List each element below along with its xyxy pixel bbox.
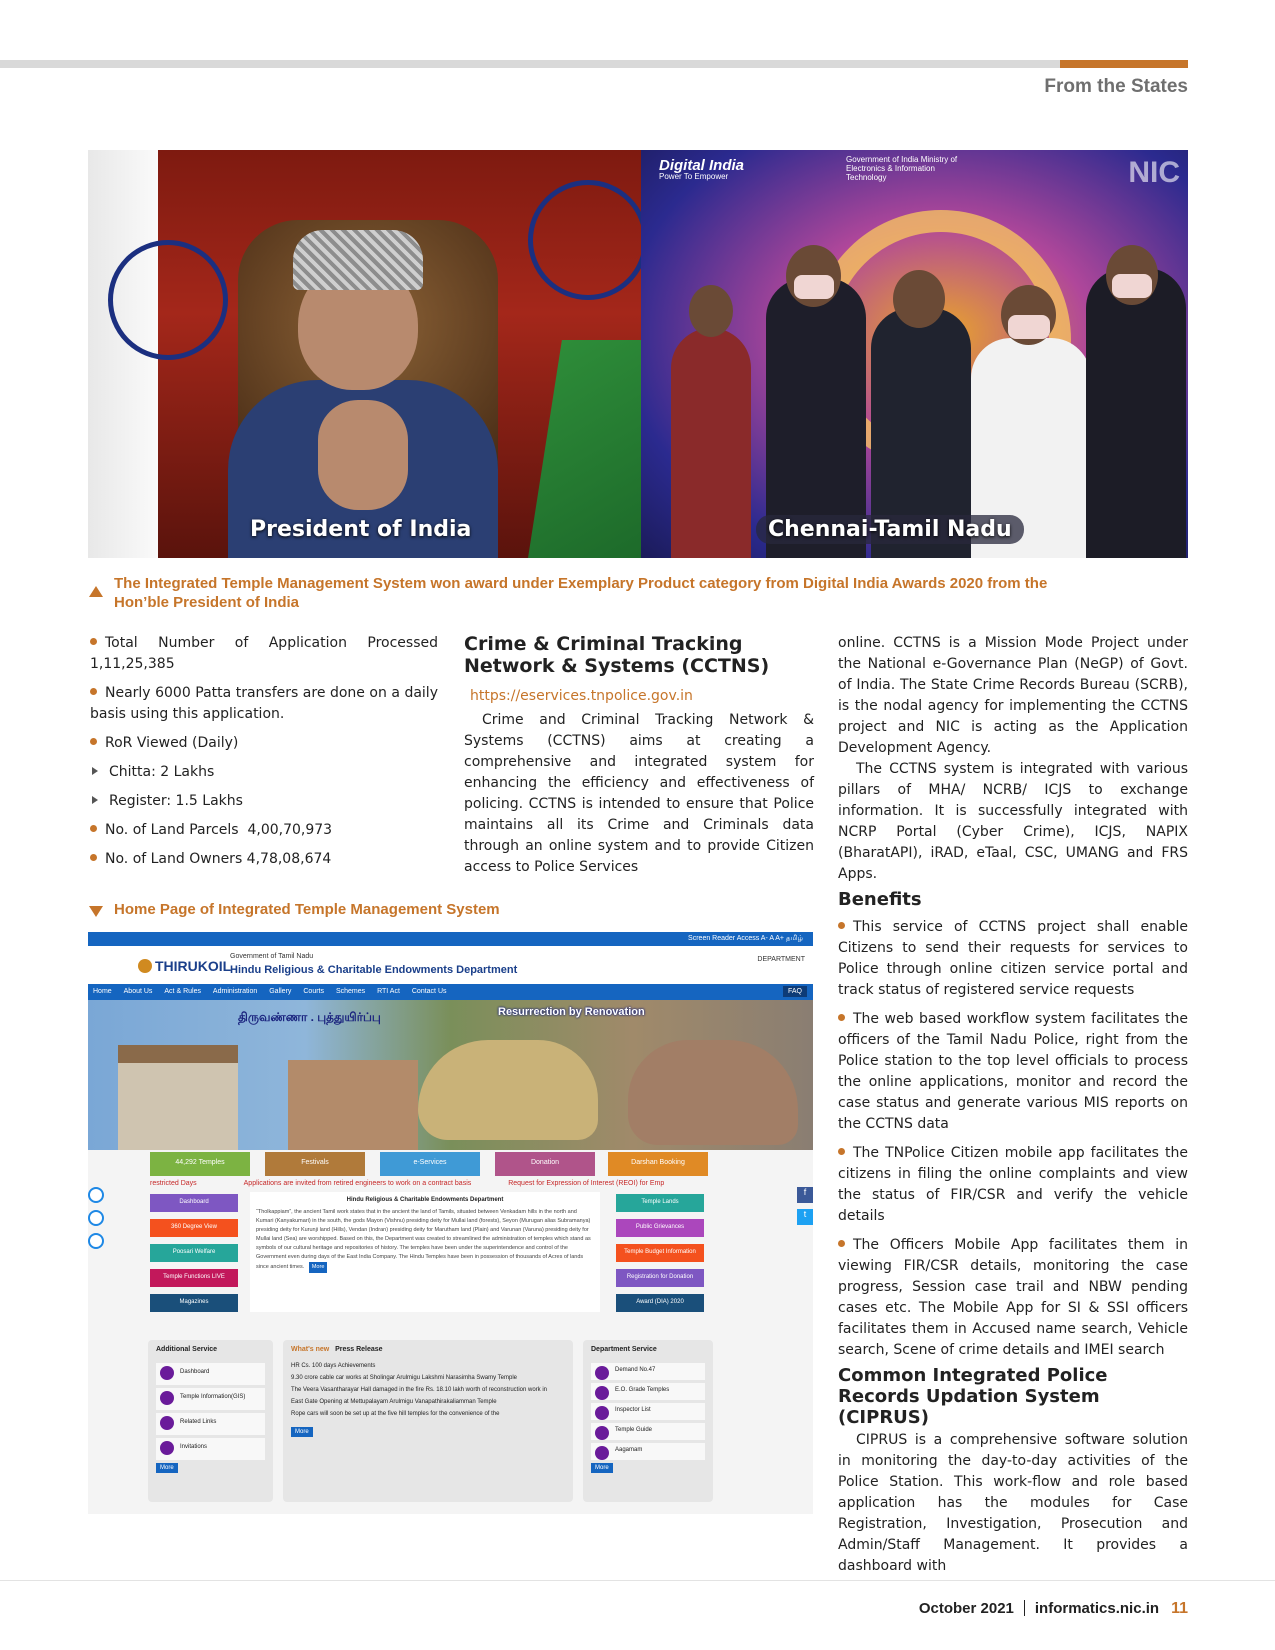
- banner-temple: [118, 1045, 238, 1150]
- paragraph: online. CCTNS is a Mission Mode Project under the National e-Governance Plan (NeGP) of Govt. of India. The State Crime Records Bureau (SCRB), is the nodal agency for implementing the CCTNS project and NIC is acting as the Application Development Agency.: [838, 635, 1188, 756]
- site-intro: [250, 1192, 600, 1312]
- footer-rule: [0, 1580, 1275, 1581]
- panel-more: More: [591, 1463, 613, 1473]
- ticker-text: restricted Days: [150, 1180, 197, 1187]
- panel-item: Invitations: [156, 1438, 265, 1460]
- site-panel-additional: [148, 1340, 273, 1502]
- list-item: Nearly 6000 Patta transfers are done on a daily basis using this application.: [90, 685, 438, 722]
- caption-marker-icon: [89, 906, 103, 917]
- site-header: [88, 946, 813, 984]
- site-dept: Government of Tamil Nadu Hindu Religious & Charitable Endowments Department: [230, 953, 518, 976]
- footer-date: October 2021: [918, 1600, 1014, 1617]
- panel-item: Demand No.47: [591, 1363, 705, 1380]
- banner-title: Resurrection by Renovation: [498, 1006, 645, 1018]
- bullet-icon: [838, 1240, 845, 1247]
- bullet-icon: [838, 1014, 845, 1021]
- site-intro-title: Hindu Religious & Charitable Endowments Department: [346, 1197, 504, 1203]
- site-logo: THIRUKOIL: [138, 958, 231, 974]
- panel-tab: What's new: [291, 1346, 330, 1353]
- banner-elephant-sculpture: [418, 1040, 598, 1140]
- site-banner: [88, 1000, 813, 1150]
- sub-list-item: Chitta: 2 Lakhs: [90, 762, 438, 783]
- column-2: [464, 633, 814, 878]
- site-side-button: Temple Lands: [616, 1194, 704, 1212]
- nav-item: Home: [93, 988, 112, 995]
- chakra-right: [528, 180, 648, 300]
- bullet-icon: [90, 854, 97, 861]
- president-cap: [293, 230, 423, 290]
- chakra-left: [108, 240, 228, 360]
- footer-separator: [1024, 1600, 1025, 1616]
- nav-item: Contact Us: [411, 988, 447, 995]
- nav-item: Administration: [212, 988, 258, 995]
- benefits-heading: Benefits: [838, 889, 922, 910]
- site-body: [88, 1180, 813, 1320]
- bullet-icon: [90, 738, 97, 745]
- panel-more: More: [291, 1427, 313, 1437]
- ticker-text: Request for Expression of Interest (REOI) for Emp: [508, 1180, 665, 1187]
- site-dept-badge: DEPARTMENT: [757, 956, 805, 963]
- site-side-button: Temple Budget Information: [616, 1244, 704, 1262]
- person-head: [893, 270, 945, 328]
- mask: [1008, 315, 1050, 339]
- banner-elephant-sculpture: [628, 1040, 798, 1145]
- list-item: RoR Viewed (Daily): [90, 733, 438, 754]
- bullet-icon: [90, 825, 97, 832]
- list-item: No. of Land Owners 4,78,08,674: [90, 849, 438, 870]
- award-photo: [88, 150, 1188, 558]
- page-number: 11: [1171, 1600, 1188, 1617]
- bullet-icon: [90, 638, 97, 645]
- nic-logo: NIC: [1128, 156, 1180, 189]
- news-item: Rope cars will soon be set up at the five hill temples for the convenience of the: [291, 1411, 500, 1417]
- site-side-button: Award (DIA) 2020: [616, 1294, 704, 1312]
- goi-logo: Government of India Ministry of Electronics & Information Technology: [846, 155, 958, 182]
- news-item: HR Cs. 100 days Achievements: [291, 1363, 376, 1369]
- site-ticker: [150, 1180, 710, 1187]
- nav-item: Schemes: [335, 988, 366, 995]
- site-more-link: More: [309, 1262, 328, 1273]
- list-item: No. of Land Parcels 4,00,70,973: [90, 820, 438, 841]
- panel-item: Temple Information(GIS): [156, 1388, 265, 1410]
- site-tile: Darshan Booking: [608, 1152, 708, 1176]
- news-item: East Gate Opening at Mettupalayam Arulmigu Vanapathirakaliamman Temple: [291, 1399, 497, 1405]
- panel-item: E.O. Grade Temples: [591, 1383, 705, 1400]
- site-accessibility-bar: Screen Reader Access A- A A+ தமிழ்: [688, 935, 803, 942]
- footer-site: informatics.nic.in: [1034, 1600, 1160, 1617]
- list-item: This service of CCTNS project shall enable Citizens to send their requests for services to Police through online citizen service portal and track status of registered service requests: [838, 919, 1188, 998]
- nav-item: Act & Rules: [164, 988, 201, 995]
- site-tiles: [150, 1152, 730, 1176]
- panel-tabs: [291, 1346, 565, 1353]
- sub-list-item: Register: 1.5 Lakhs: [90, 791, 438, 812]
- top-rule: [0, 60, 1060, 68]
- column-3: [838, 633, 1188, 1577]
- site-tile: 44,292 Temples: [150, 1152, 250, 1176]
- site-side-button: Temple Functions LIVE: [150, 1269, 238, 1287]
- nav-faq: FAQ: [783, 986, 807, 997]
- person-head: [689, 285, 733, 337]
- panel-item: Inspector List: [591, 1403, 705, 1420]
- arrow-icon: [92, 767, 98, 775]
- site-panels: [148, 1340, 713, 1502]
- site-caption: Home Page of Integrated Temple Management System: [114, 901, 500, 918]
- site-tile: Donation: [495, 1152, 595, 1176]
- panel-title: Additional Service: [156, 1346, 218, 1353]
- photo-right-panel: [641, 150, 1188, 558]
- panel-tab: Press Release: [335, 1346, 383, 1353]
- photo-left-panel: [88, 150, 641, 558]
- site-side-button: Dashboard: [150, 1194, 238, 1212]
- panel-item: Temple Guide: [591, 1423, 705, 1440]
- person-figure: [1086, 268, 1186, 558]
- site-top-strip: [88, 932, 813, 946]
- site-panel-news: [283, 1340, 573, 1502]
- site-side-button: Poosari Welfare: [150, 1244, 238, 1262]
- temple-site-screenshot: [88, 932, 813, 1514]
- panel-item: Related Links: [156, 1413, 265, 1435]
- list-item: The web based workflow system facilitates the officers of the Tamil Nadu Police, right from the Police station to the top level officials to process the online applications, monitor and record the case status and generate various MIS reports on the CCTNS data: [838, 1011, 1188, 1132]
- cctns-url[interactable]: https://eservices.tnpolice.gov.in: [470, 688, 693, 704]
- list-item: The Officers Mobile App facilitates them in viewing FIR/CSR details, monitoring the case progress, Session case trail and NBW pending cases etc. The Mobile App for SI & SSI officers facilitates them in Accused name search, Vehicle search, Scene of crime details and IMEI search: [838, 1237, 1188, 1358]
- president-hands: [318, 400, 408, 510]
- section-label: From the States: [1044, 76, 1188, 97]
- bullet-icon: [838, 922, 845, 929]
- ciprus-heading: Common Integrated Police Records Updation System (CIPRUS): [838, 1365, 1108, 1428]
- arrow-icon: [92, 796, 98, 804]
- cctns-paragraph: Crime and Criminal Tracking Network & Systems (CCTNS) aims at creating a comprehensive and integrated system for enhancing the efficiency and effectiveness of policing. CCTNS is intended to ensure that Police maintains all its Crime and Criminals data through an online system and to provide Citizen access to Police Services: [464, 712, 814, 875]
- panel-item: Aagamam: [591, 1443, 705, 1460]
- site-intro-text: “Tholkappiam”, the ancient Tamil work states that in the ancient the land of Tamils, situated between Venkadam hills in the north and Kumari (Kanyakumari) in the south, the gods Mayon (Vishnu) presiding deity for Mullai land (forests), Seyon (Murugan alias Subramanya) presiding deity for Kurunji land (Hills), Vendan (Indran) presiding deity for Marutham land (Plain) and Varunan (Varuna) presiding deity for Mullai land (Sea) are worshipped. Based on this, the Department was created to streamlined the administration of temples which stand as symbols of our cultural heritage and repositories of history. The temples have been under the superintendence and control of the Government even during days of the East India Company. The Hindu Temples have been in possession of thousands of Acres of lands since ancient times.: [256, 1209, 591, 1270]
- paragraph: The CCTNS system is integrated with various pillars of MHA/ NCRB/ ICJS to exchange information. It is successfully integrated with NCRP Portal (Cyber Crime), ICJS, NAPIX (BharatAPI), iRAD, eTaal, CSC, UMANG and FRS Apps.: [838, 761, 1188, 882]
- nav-item: About Us: [123, 988, 153, 995]
- news-item: 9.30 crore cable car works at Sholingar Arulmigu Lakshmi Narasimha Swamy Temple: [291, 1375, 517, 1381]
- list-item: Total Number of Application Processed 1,11,25,385: [90, 635, 438, 672]
- nav-item: Courts: [303, 988, 324, 995]
- panel-title: Department Service: [591, 1346, 657, 1353]
- person-figure: [671, 328, 751, 558]
- footer: [919, 1600, 1188, 1618]
- digital-india-logo: Digital India Power To Empower: [659, 157, 745, 181]
- banner-temple: [288, 1060, 418, 1150]
- panel-more: More: [156, 1463, 178, 1473]
- site-side-button: Registration for Donation: [616, 1269, 704, 1287]
- ticker-text: Applications are invited from retired engineers to work on a contract basis: [243, 1180, 472, 1187]
- ciprus-paragraph: CIPRUS is a comprehensive software solution in monitoring the day-to-day activities of the Police Station. This work-flow and role based application has the modules for Case Registration, Investigation, Prosecution and Admin/Staff Management. It provides a dashboard with: [838, 1432, 1188, 1574]
- site-tile: e-Services: [380, 1152, 480, 1176]
- site-side-button: Public Grievances: [616, 1219, 704, 1237]
- site-panel-department: [583, 1340, 713, 1502]
- list-item: The TNPolice Citizen mobile app facilitates the citizens in filing the online complaints and view the status of FIR/CSR and verify the vehicle details: [838, 1145, 1188, 1224]
- caption-marker-icon: [89, 586, 103, 597]
- column-1: [90, 633, 438, 878]
- news-item: The Veera Vasantharayar Hall damaged in the fire Rs. 18.10 lakh worth of reconstruction work in: [291, 1387, 548, 1393]
- cctns-heading: Crime & Criminal Tracking Network & Systems (CCTNS): [464, 633, 770, 677]
- banner-tamil-text: திருவண்ணா . புத்துயிர்ப்பு: [238, 1010, 381, 1024]
- nav-item: Gallery: [269, 988, 292, 995]
- emblem-icon: [138, 959, 152, 973]
- bullet-icon: [838, 1148, 845, 1155]
- nav-item: RTI Act: [377, 988, 400, 995]
- facebook-icon: f: [797, 1187, 813, 1203]
- flag-green: [528, 340, 641, 558]
- site-nav: [88, 984, 813, 1000]
- photo-caption-right: Chennai-Tamil Nadu: [756, 515, 1024, 544]
- site-tile: Festivals: [265, 1152, 365, 1176]
- top-rule-accent: [1060, 60, 1188, 68]
- photo-caption: The Integrated Temple Management System won award under Exemplary Product category from Digital India Awards 2020 from the Hon’ble President of India: [114, 575, 1048, 611]
- site-side-button: Magazines: [150, 1294, 238, 1312]
- twitter-icon: t: [797, 1209, 813, 1225]
- mask: [1112, 274, 1152, 298]
- bullet-icon: [90, 688, 97, 695]
- photo-caption-left: President of India: [250, 517, 472, 542]
- site-side-button: 360 Degree View: [150, 1219, 238, 1237]
- panel-item: Dashboard: [156, 1363, 265, 1385]
- mask: [794, 275, 834, 299]
